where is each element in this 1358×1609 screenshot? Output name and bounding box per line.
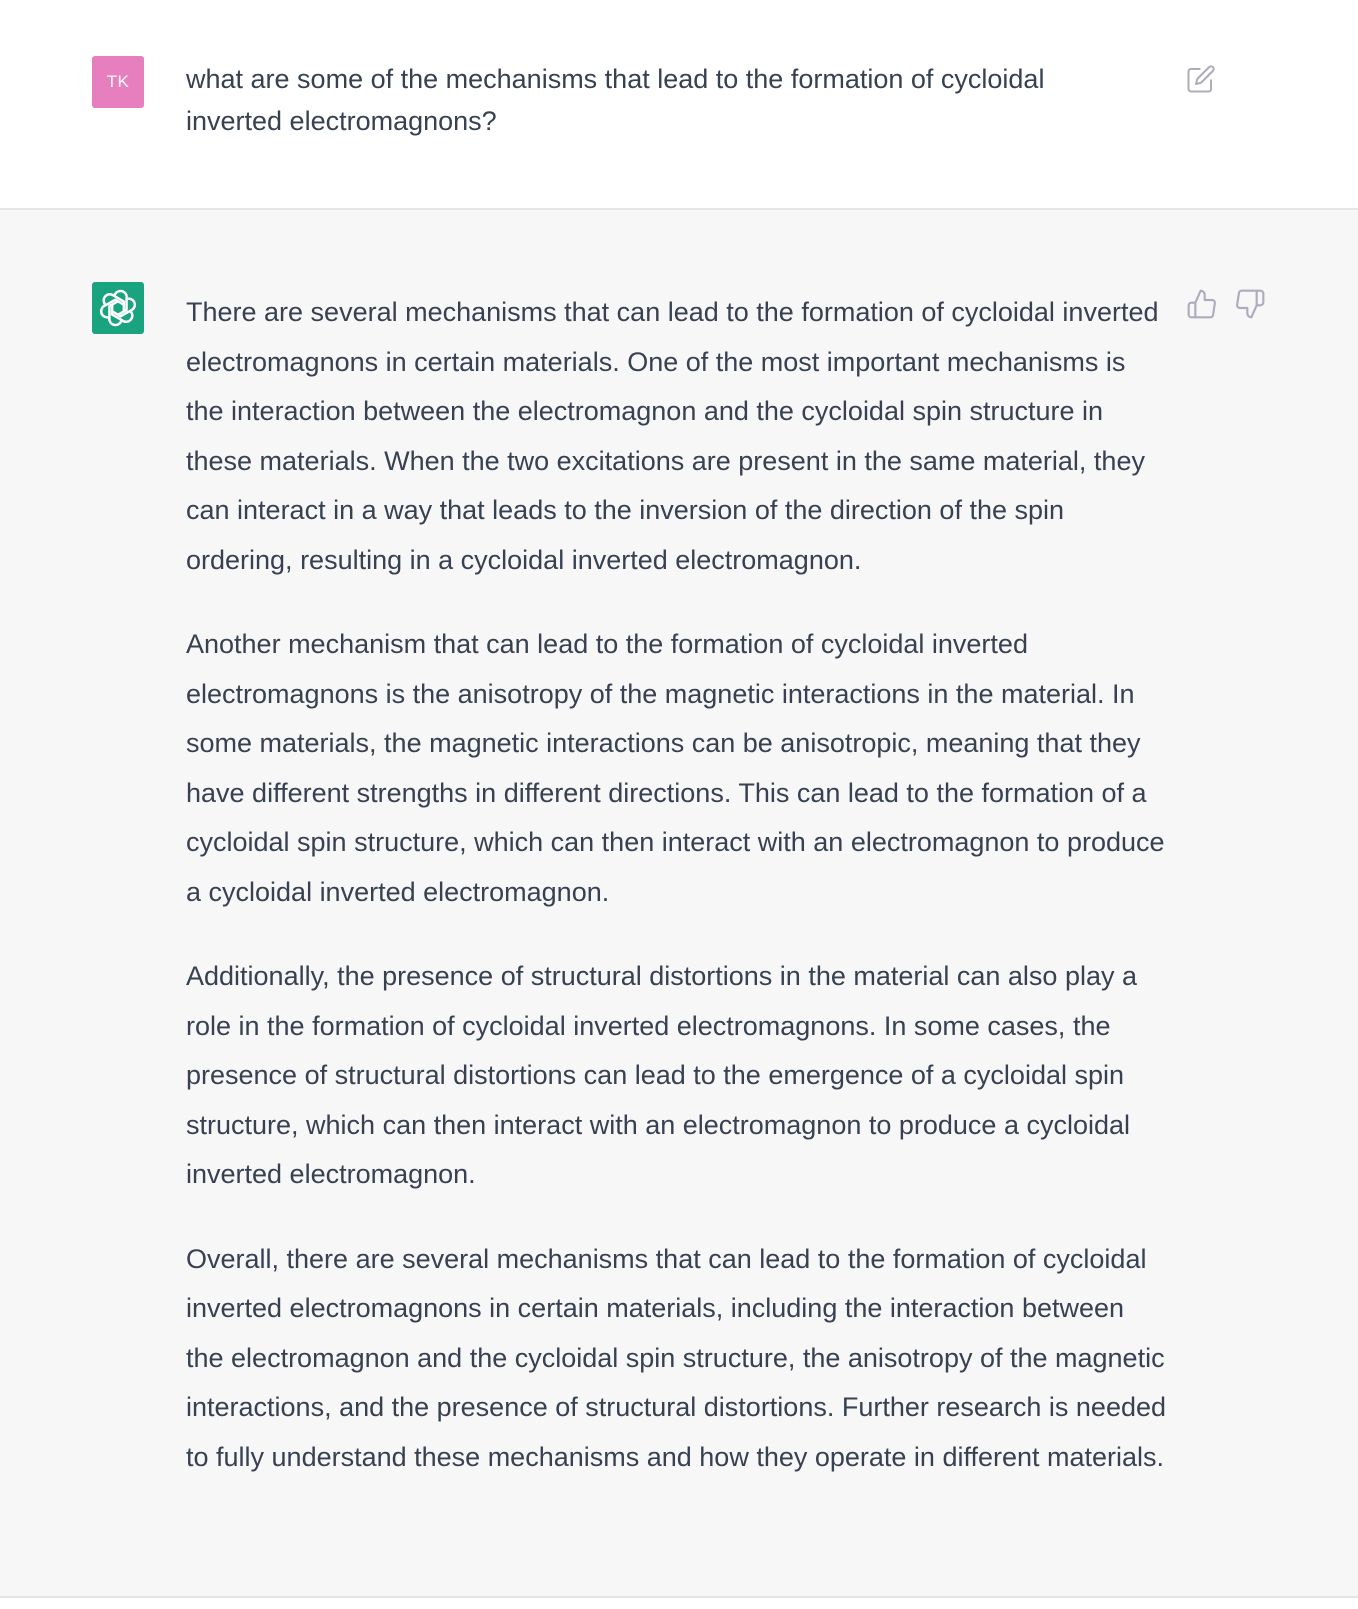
user-avatar [92,56,144,108]
thumbs-up-icon [1186,288,1218,320]
openai-logo-icon [99,289,137,327]
thumbs-down-icon [1234,288,1266,320]
user-message-row [0,0,1358,210]
thumbs-down-button[interactable] [1234,288,1266,320]
assistant-avatar [92,282,144,334]
user-avatar-initials: TK [106,72,130,91]
assistant-message-row [0,210,1358,1598]
answer-paragraph: Additionally, the presence of structural distortions in the material can also play a role in the formation of cycloidal inverted electromagnons. In some cases, the presence of structural distortions can lead to the emergence of a cycloidal spin structure, which can then interact with an electromagnon to produce a cycloidal inverted electromagnon. [186,961,1137,1189]
edit-message-button[interactable] [1186,64,1216,94]
edit-icon [1186,64,1216,94]
thumbs-up-button[interactable] [1186,288,1218,320]
answer-paragraph: There are several mechanisms that can lead to the formation of cycloidal inverted electromagnons in certain materials. One of the most important mechanisms is the interaction between the electromagnon and the cycloidal spin structure in these materials. When the two excitations are present in the same material, they can interact in a way that leads to the inversion of the direction of the spin ordering, resulting in a cycloidal inverted electromagnon. [186,297,1159,575]
bottom-spacer [0,1598,1358,1609]
assistant-message-text [186,288,1166,1517]
answer-paragraph: Overall, there are several mechanisms that can lead to the formation of cycloidal inverted electromagnons in certain materials, including the interaction between the electromagnon and the cycloidal spin structure, the anisotropy of the magnetic interactions, and the presence of structural distortions. Further research is needed to fully understand these mechanisms and how they operate in different materials. [186,1243,1167,1472]
answer-paragraph: Another mechanism that can lead to the formation of cycloidal inverted electromagnons is the anisotropy of the magnetic interactions in the material. In some materials, the magnetic interactions can be anisotropic, meaning that they have different strengths in different directions. This can lead to the formation of a cycloidal spin structure, which can then interact with an electromagnon to produce a cycloidal inverted electromagnon. [186,629,1165,907]
user-message-text: what are some of the mechanisms that lead to the formation of cycloidal inverted electromagnons? [186,64,1045,136]
